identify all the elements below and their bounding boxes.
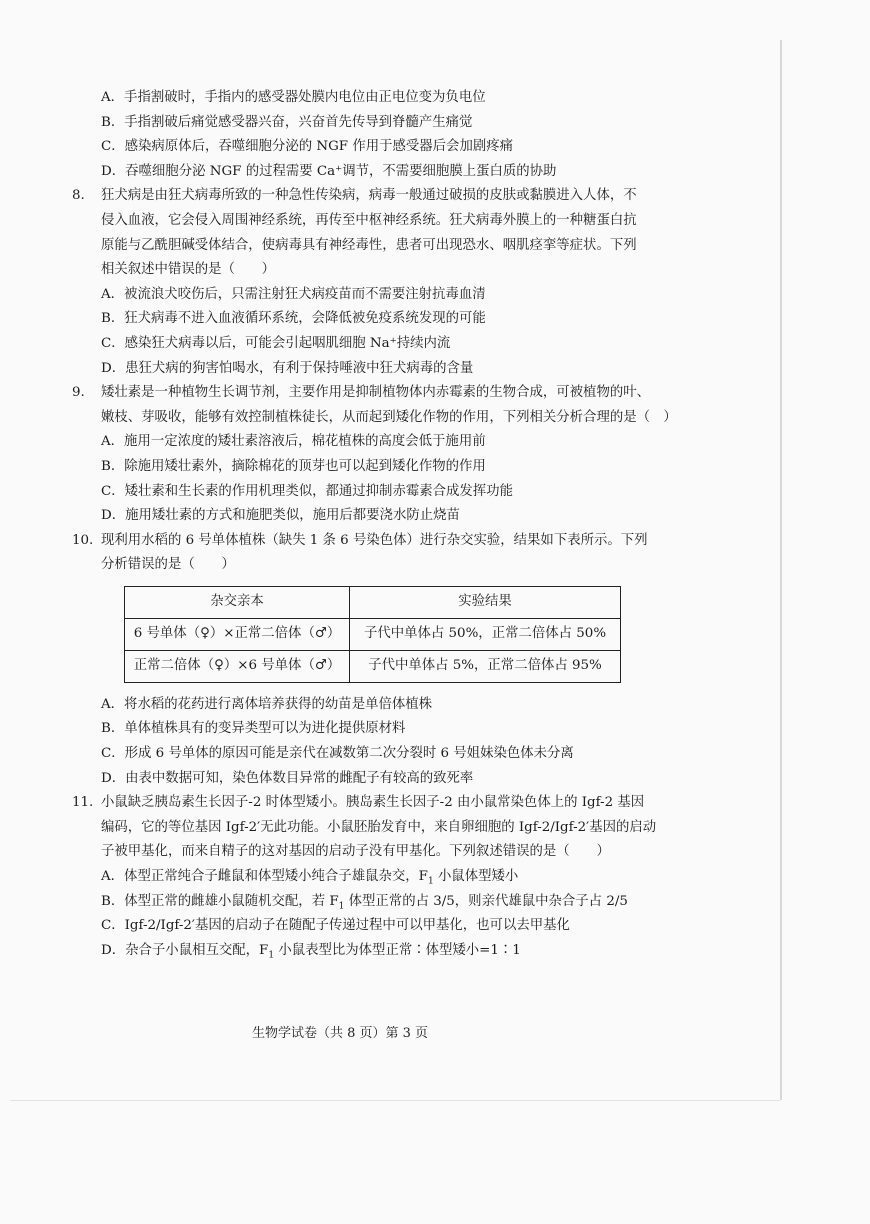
table-row [125,650,621,682]
q9-stem-line-2: 嫩枝、芽吸收，能够有效控制植株徒长，从而起到矮化作物的作用，下列相关分析合理的是（ ） [101,409,677,425]
q11-number: 11. [72,795,94,811]
q8-stem-line-2: 侵入血液，它会侵入周围神经系统，再传至中枢神经系统。狂犬病毒外膜上的一种糖蛋白抗 [101,212,637,228]
q10-option-a: A．将水稻的花药进行离体培养获得的幼苗是单倍体植株 [101,696,433,712]
q9-stem-line-1 [72,381,692,406]
q10-stem-line-1 [72,529,692,554]
table-row [125,618,621,650]
page-footer: 生物学试卷（共 8 页）第 3 页 [251,1026,429,1041]
table-cell-result: 子代中单体占 5%，正常二倍体占 95% [350,650,621,682]
q11-stem-text: 小鼠缺乏胰岛素生长因子-2 时体型矮小。胰岛素生长因子-2 由小鼠常染色体上的 Igf-2 基因 [101,795,645,811]
option-text: B．体型正常的雌雄小鼠随机交配，若 F [101,893,339,909]
q10-stem-line-2: 分析错误的是（ ） [101,557,235,573]
table-cell-parents: 6 号单体（♀）×正常二倍体（♂） [125,618,350,650]
table-header-row [125,586,621,618]
q11-stem-line-2: 编码，它的等位基因 Igf-2′无此功能。小鼠胚胎发育中，来自卵细胞的 Igf-2/Igf-2′基因的启动 [101,819,657,835]
q10-option-d: D．由表中数据可知，染色体数目异常的雌配子有较高的致死率 [101,770,474,786]
option-text: 小鼠表型比为体型正常∶体型矮小=1∶1 [274,942,521,958]
q11-option-b [72,890,692,915]
q9-option-d: D．施用矮壮素的方式和施肥类似，施用后都要浇水防止烧苗 [101,508,460,524]
q8-stem-line-3: 原能与乙酰胆碱受体结合，使病毒具有神经毒性，患者可出现恐水、咽肌痉挛等症状。下列 [101,237,637,253]
q7-option-d: D．吞噬细胞分泌 NGF 的过程需要 Ca⁺调节，不需要细胞膜上蛋白质的协助 [101,163,557,179]
q10-option-c: C．形成 6 号单体的原因可能是亲代在减数第二次分裂时 6 号姐妹染色体未分离 [101,746,574,762]
page-content [72,86,692,963]
option-text: 体型正常的占 3/5，则亲代雄鼠中杂合子占 2/5 [344,893,628,909]
q11-stem-line-1 [72,791,692,816]
q8-option-b: B．狂犬病毒不进入血液循环系统，会降低被免疫系统发现的可能 [101,311,486,327]
option-text: D．杂合子小鼠相互交配，F [101,942,269,958]
q9-option-b: B．除施用矮壮素外，摘除棉花的顶芽也可以起到矮化作物的作用 [101,458,486,474]
q9-number: 9. [72,385,85,401]
table-cell-parents: 正常二倍体（♀）×6 号单体（♂） [125,650,350,682]
option-text: A．体型正常纯合子雌鼠和体型矮小纯合子雄鼠杂交，F [101,869,428,885]
table-header-results: 实验结果 [350,586,621,618]
q9-option-a: A．施用一定浓度的矮壮素溶液后，棉花植株的高度会低于施用前 [101,434,486,450]
q10-number: 10. [72,532,94,548]
q8-option-c: C．感染狂犬病毒以后，可能会引起咽肌细胞 Na⁺持续内流 [101,335,451,351]
q7-option-a: A．手指割破时，手指内的感受器处膜内电位由正电位变为负电位 [101,90,486,105]
q8-number: 8. [72,188,85,204]
q8-option-a: A．被流浪犬咬伤后，只需注射狂犬病疫苗而不需要注射抗毒血清 [101,286,486,302]
scan-edge [780,40,782,1100]
q8-stem-line-1 [72,184,692,209]
q9-stem-text: 矮壮素是一种植物生长调节剂，主要作用是抑制植物体内赤霉素的生物合成，可被植物的叶、 [101,385,651,401]
q11-option-d [72,939,692,964]
q10-stem-text: 现利用水稻的 6 号单体植株（缺失 1 条 6 号染色体）进行杂交实验，结果如下表所示。下列 [101,532,648,548]
q11-option-a [72,865,692,890]
table-cell-result: 子代中单体占 50%，正常二倍体占 50% [350,618,621,650]
q11-stem-line-3: 子被甲基化，而来自精子的这对基因的启动子没有甲基化。下列叙述错误的是（ ） [101,844,610,860]
q10-cross-table [124,586,621,683]
q7-option-c: C．感染病原体后，吞噬细胞分泌的 NGF 作用于感受器后会加剧疼痛 [101,139,514,155]
q8-option-d: D．患狂犬病的狗害怕喝水，有利于保持唾液中狂犬病毒的含量 [101,360,474,376]
scan-edge-bottom [10,1100,780,1101]
subscript: 1 [427,876,434,887]
subscript: 1 [338,901,345,912]
subscript: 1 [268,950,275,961]
option-text: 小鼠体型矮小 [433,869,519,885]
q9-option-c: C．矮壮素和生长素的作用机理类似，都通过抑制赤霉素合成发挥功能 [101,483,513,499]
q7-option-b: B．手指割破后痛觉感受器兴奋，兴奋首先传导到脊髓产生痛觉 [101,114,473,130]
q8-stem-line-4: 相关叙述中错误的是（ ） [101,262,276,278]
q8-stem-text: 狂犬病是由狂犬病毒所致的一种急性传染病，病毒一般通过破损的皮肤或黏膜进入人体，不 [101,188,637,204]
table-header-parents: 杂交亲本 [125,586,350,618]
q11-option-c: C．Igf-2/Igf-2′基因的启动子在随配子传递过程中可以甲基化，也可以去甲基化 [101,918,570,934]
q10-option-b: B．单体植株具有的变异类型可以为进化提供原材料 [101,721,406,737]
